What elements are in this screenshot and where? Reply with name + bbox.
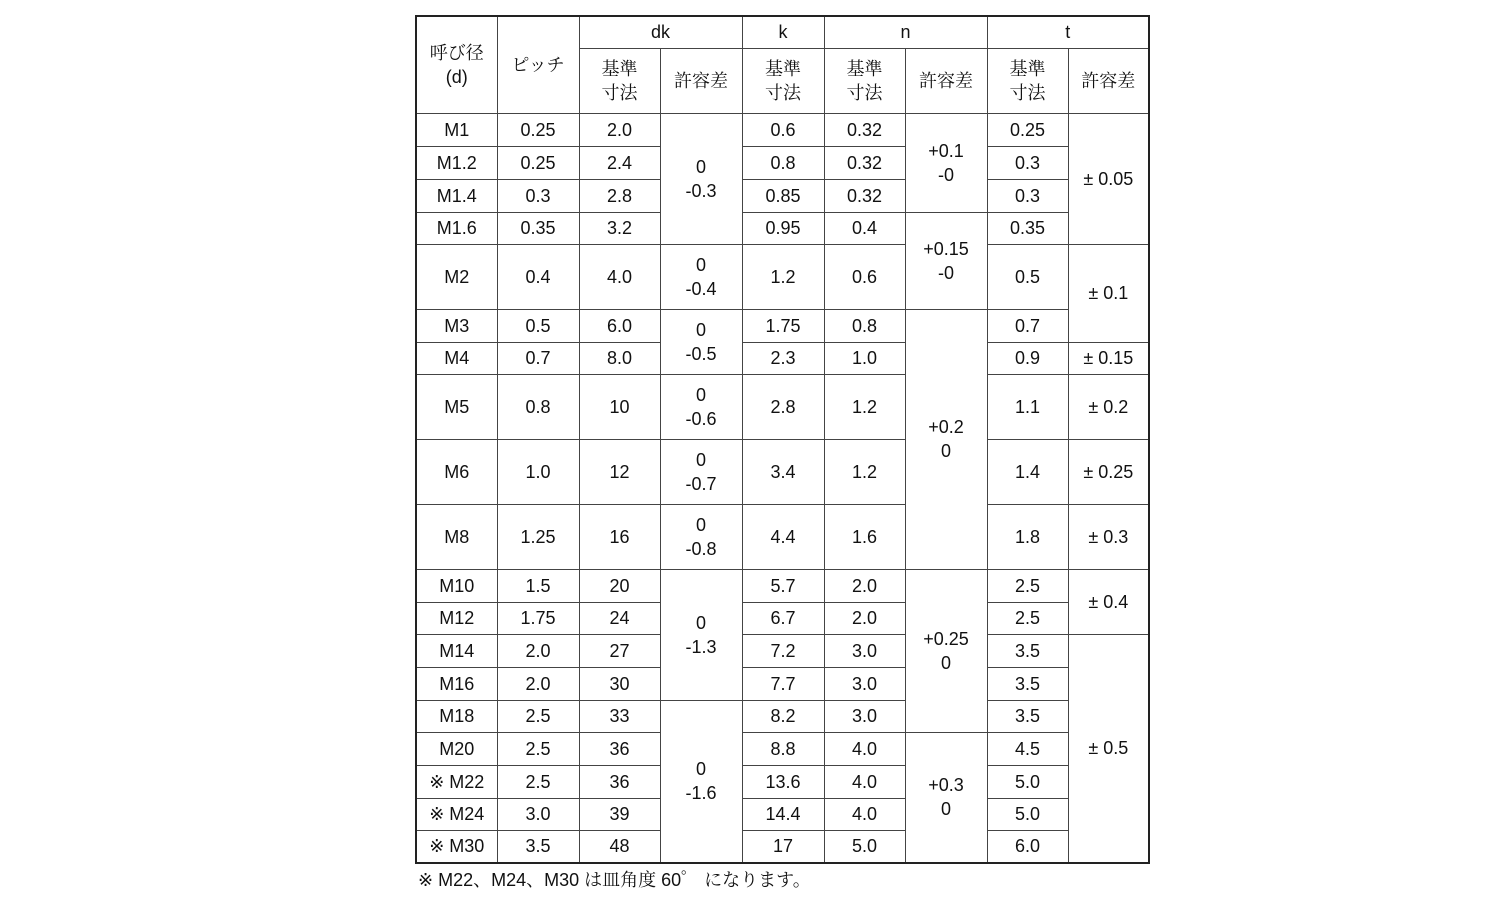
cell-n-basic: 0.4	[824, 212, 905, 244]
cell-nominal-diameter: M1.4	[416, 179, 497, 212]
table-row	[416, 700, 1149, 732]
cell-pitch: 2.5	[497, 732, 579, 765]
cell-nominal-diameter: M8	[416, 504, 497, 569]
cell-pitch: 1.25	[497, 504, 579, 569]
cell-n-basic: 1.2	[824, 439, 905, 504]
cell-t-basic: 1.8	[987, 504, 1068, 569]
cell-pitch: 0.5	[497, 309, 579, 342]
cell-nominal-diameter: M12	[416, 602, 497, 634]
cell-k-basic: 8.2	[742, 700, 824, 732]
header-pitch: ピッチ	[497, 16, 579, 113]
cell-dk-basic: 39	[579, 798, 660, 830]
cell-t-basic: 3.5	[987, 634, 1068, 667]
cell-pitch: 3.5	[497, 830, 579, 863]
cell-t-basic: 0.7	[987, 309, 1068, 342]
cell-dk-basic: 3.2	[579, 212, 660, 244]
cell-dk-basic: 12	[579, 439, 660, 504]
cell-dk-tolerance: 0 -0.4	[660, 244, 742, 309]
cell-nominal-diameter: ※ M22	[416, 765, 497, 798]
cell-k-basic: 5.7	[742, 569, 824, 602]
cell-t-basic: 1.1	[987, 374, 1068, 439]
cell-dk-tolerance: 0 -1.6	[660, 700, 742, 863]
cell-pitch: 0.3	[497, 179, 579, 212]
cell-t-basic: 0.3	[987, 179, 1068, 212]
cell-n-basic: 4.0	[824, 798, 905, 830]
cell-n-basic: 2.0	[824, 569, 905, 602]
table-row	[416, 569, 1149, 602]
cell-pitch: 0.7	[497, 342, 579, 374]
header-n: n	[824, 16, 987, 48]
cell-pitch: 2.0	[497, 634, 579, 667]
header-n-tolerance: 許容差	[905, 48, 987, 113]
header-t-basic: 基準 寸法	[987, 48, 1068, 113]
cell-k-basic: 1.2	[742, 244, 824, 309]
cell-t-basic: 3.5	[987, 700, 1068, 732]
table-row	[416, 765, 1149, 798]
cell-dk-basic: 2.4	[579, 146, 660, 179]
cell-nominal-diameter: M18	[416, 700, 497, 732]
table-body	[416, 113, 1149, 863]
cell-k-basic: 7.2	[742, 634, 824, 667]
cell-dk-tolerance: 0 -0.6	[660, 374, 742, 439]
cell-dk-tolerance: 0 -0.5	[660, 309, 742, 374]
cell-t-basic: 2.5	[987, 569, 1068, 602]
cell-pitch: 0.8	[497, 374, 579, 439]
cell-k-basic: 1.75	[742, 309, 824, 342]
cell-t-tolerance: ± 0.2	[1068, 374, 1149, 439]
cell-t-basic: 6.0	[987, 830, 1068, 863]
cell-nominal-diameter: ※ M24	[416, 798, 497, 830]
cell-pitch: 2.5	[497, 765, 579, 798]
cell-dk-basic: 2.0	[579, 113, 660, 146]
header-t: t	[987, 16, 1149, 48]
cell-dk-basic: 2.8	[579, 179, 660, 212]
header-dk-tolerance: 許容差	[660, 48, 742, 113]
cell-t-basic: 0.3	[987, 146, 1068, 179]
cell-t-basic: 2.5	[987, 602, 1068, 634]
cell-k-basic: 0.8	[742, 146, 824, 179]
cell-dk-basic: 8.0	[579, 342, 660, 374]
header-k: k	[742, 16, 824, 48]
header-t-tolerance: 許容差	[1068, 48, 1149, 113]
cell-n-basic: 3.0	[824, 634, 905, 667]
cell-pitch: 0.4	[497, 244, 579, 309]
cell-t-tolerance: ± 0.1	[1068, 244, 1149, 342]
cell-n-tolerance: +0.1 -0	[905, 113, 987, 212]
cell-n-basic: 3.0	[824, 667, 905, 700]
cell-n-basic: 5.0	[824, 830, 905, 863]
header-n-basic: 基準 寸法	[824, 48, 905, 113]
cell-k-basic: 0.85	[742, 179, 824, 212]
cell-n-tolerance: +0.15 -0	[905, 212, 987, 309]
cell-dk-basic: 30	[579, 667, 660, 700]
cell-n-basic: 0.8	[824, 309, 905, 342]
cell-t-basic: 3.5	[987, 667, 1068, 700]
cell-t-basic: 0.5	[987, 244, 1068, 309]
cell-n-basic: 0.32	[824, 146, 905, 179]
screw-dimension-table	[415, 15, 1150, 864]
cell-n-basic: 4.0	[824, 732, 905, 765]
cell-n-tolerance: +0.2 0	[905, 309, 987, 569]
cell-n-basic: 0.32	[824, 113, 905, 146]
cell-n-basic: 1.0	[824, 342, 905, 374]
cell-dk-basic: 10	[579, 374, 660, 439]
cell-t-basic: 0.35	[987, 212, 1068, 244]
cell-nominal-diameter: M4	[416, 342, 497, 374]
header-nominal-diameter: 呼び径 (d)	[416, 16, 497, 113]
cell-nominal-diameter: M1	[416, 113, 497, 146]
cell-n-basic: 4.0	[824, 765, 905, 798]
cell-t-basic: 5.0	[987, 798, 1068, 830]
footnote: ※ M22、M24、M30 は皿角度 60゜ になります。	[418, 870, 811, 890]
cell-dk-tolerance: 0 -0.8	[660, 504, 742, 569]
cell-n-tolerance: +0.25 0	[905, 569, 987, 732]
cell-t-tolerance: ± 0.5	[1068, 634, 1149, 863]
cell-nominal-diameter: M1.6	[416, 212, 497, 244]
cell-nominal-diameter: M14	[416, 634, 497, 667]
cell-n-basic: 1.2	[824, 374, 905, 439]
cell-dk-tolerance: 0 -0.3	[660, 113, 742, 244]
cell-pitch: 3.0	[497, 798, 579, 830]
table-row	[416, 634, 1149, 667]
cell-dk-basic: 4.0	[579, 244, 660, 309]
cell-pitch: 1.5	[497, 569, 579, 602]
cell-n-basic: 3.0	[824, 700, 905, 732]
cell-dk-basic: 33	[579, 700, 660, 732]
cell-dk-basic: 27	[579, 634, 660, 667]
cell-n-basic: 2.0	[824, 602, 905, 634]
table-row	[416, 113, 1149, 146]
cell-t-tolerance: ± 0.05	[1068, 113, 1149, 244]
cell-t-basic: 0.9	[987, 342, 1068, 374]
cell-k-basic: 7.7	[742, 667, 824, 700]
cell-n-basic: 0.6	[824, 244, 905, 309]
cell-pitch: 1.0	[497, 439, 579, 504]
table-row	[416, 667, 1149, 700]
table-row	[416, 439, 1149, 504]
cell-nominal-diameter: M6	[416, 439, 497, 504]
cell-dk-basic: 24	[579, 602, 660, 634]
header-k-basic: 基準 寸法	[742, 48, 824, 113]
table-row	[416, 798, 1149, 830]
table-row	[416, 504, 1149, 569]
table-row	[416, 179, 1149, 212]
cell-nominal-diameter: M20	[416, 732, 497, 765]
cell-t-tolerance: ± 0.3	[1068, 504, 1149, 569]
table-row	[416, 732, 1149, 765]
cell-nominal-diameter: M10	[416, 569, 497, 602]
cell-t-basic: 5.0	[987, 765, 1068, 798]
cell-pitch: 0.25	[497, 113, 579, 146]
cell-dk-basic: 6.0	[579, 309, 660, 342]
cell-n-basic: 0.32	[824, 179, 905, 212]
cell-dk-basic: 16	[579, 504, 660, 569]
cell-t-basic: 4.5	[987, 732, 1068, 765]
cell-k-basic: 0.6	[742, 113, 824, 146]
cell-k-basic: 4.4	[742, 504, 824, 569]
cell-nominal-diameter: M1.2	[416, 146, 497, 179]
table-row	[416, 309, 1149, 342]
cell-k-basic: 2.3	[742, 342, 824, 374]
cell-k-basic: 13.6	[742, 765, 824, 798]
cell-dk-basic: 36	[579, 732, 660, 765]
cell-dk-basic: 20	[579, 569, 660, 602]
table-row	[416, 212, 1149, 244]
header-dk: dk	[579, 16, 742, 48]
header-dk-basic: 基準 寸法	[579, 48, 660, 113]
cell-pitch: 0.25	[497, 146, 579, 179]
cell-k-basic: 2.8	[742, 374, 824, 439]
cell-pitch: 0.35	[497, 212, 579, 244]
cell-dk-tolerance: 0 -1.3	[660, 569, 742, 700]
cell-nominal-diameter: M16	[416, 667, 497, 700]
cell-dk-tolerance: 0 -0.7	[660, 439, 742, 504]
table-row	[416, 602, 1149, 634]
cell-nominal-diameter: M5	[416, 374, 497, 439]
cell-k-basic: 17	[742, 830, 824, 863]
cell-pitch: 2.5	[497, 700, 579, 732]
cell-dk-basic: 48	[579, 830, 660, 863]
cell-pitch: 1.75	[497, 602, 579, 634]
table-row	[416, 830, 1149, 863]
cell-t-basic: 1.4	[987, 439, 1068, 504]
cell-k-basic: 3.4	[742, 439, 824, 504]
cell-nominal-diameter: ※ M30	[416, 830, 497, 863]
cell-nominal-diameter: M2	[416, 244, 497, 309]
cell-n-tolerance: +0.3 0	[905, 732, 987, 863]
cell-k-basic: 6.7	[742, 602, 824, 634]
cell-k-basic: 8.8	[742, 732, 824, 765]
cell-pitch: 2.0	[497, 667, 579, 700]
cell-k-basic: 14.4	[742, 798, 824, 830]
cell-n-basic: 1.6	[824, 504, 905, 569]
cell-t-tolerance: ± 0.4	[1068, 569, 1149, 634]
cell-dk-basic: 36	[579, 765, 660, 798]
table-row	[416, 244, 1149, 309]
cell-t-tolerance: ± 0.15	[1068, 342, 1149, 374]
table-row	[416, 342, 1149, 374]
table-row	[416, 374, 1149, 439]
cell-k-basic: 0.95	[742, 212, 824, 244]
cell-nominal-diameter: M3	[416, 309, 497, 342]
cell-t-tolerance: ± 0.25	[1068, 439, 1149, 504]
cell-t-basic: 0.25	[987, 113, 1068, 146]
table-row	[416, 146, 1149, 179]
